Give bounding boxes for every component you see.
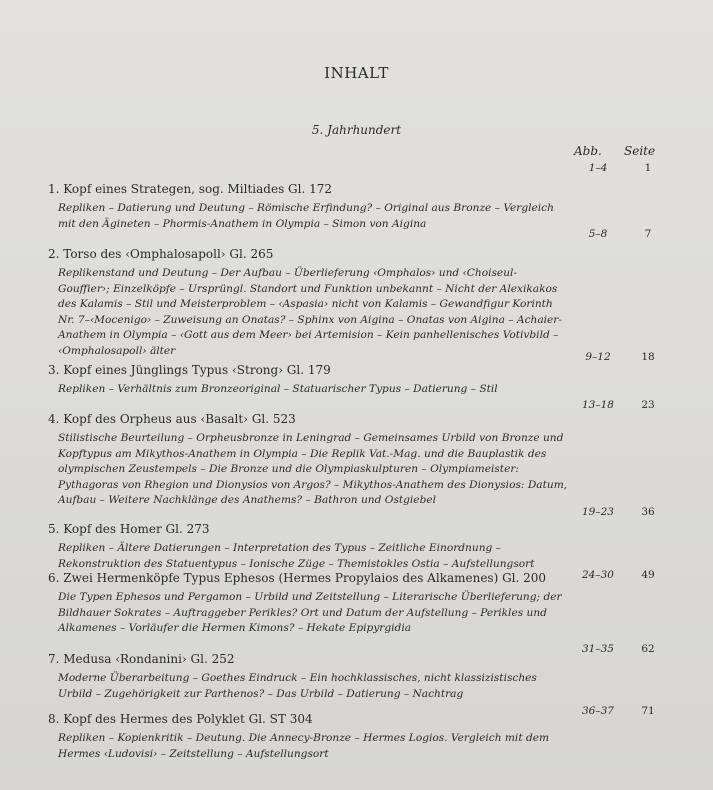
column-header-abb: Abb.	[574, 144, 602, 158]
entry-title: 7. Medusa ‹Rondanini› Gl. 252	[48, 652, 235, 666]
entry-description: Replikenstand und Deutung – Der Aufbau – Überlieferung ‹Omphalos› und ‹Choiseul-Gouffier›; Einzelköpfe – Ursprüngl. Standort und Funktion unbekannt – Nicht der Alexikakos des Kalamis – Stil und Meisterproblem – ‹Aspasia› nicht von Kalamis – Gewandfigur Korinth Nr. 7–‹Mocenigo› – Zuweisung an Onatas? – Sphinx von Aigina – Onatas von Aigina – Achaier-Anathem in Olympia – ‹Gott aus dem Meer› bei Artemision – Kein panhellenisches Votivbild – ‹Omphalosapoll› älter	[58, 267, 562, 357]
entry-description: Stilistische Beurteilung – Orpheusbronze in Leningrad – Gemeinsames Urbild von Bronze und Kopftypus am Mikythos-Anathem in Olympia – Die Replik Vat.-Mag. und die Bauplastik des olympischen Zeustempels – Die Bronze und die Olympiaskulpturen – Olympiameister: Pythagoras von Rhegion und Dionysios von Argos? – Mikythos-Anathem des Dionysios: Datum, Aufbau – Weitere Nachklänge des Anathems? – Bathron und Ostgiebel	[58, 432, 568, 506]
toc-entry	[48, 570, 568, 637]
entry-title: 4. Kopf des Orpheus aus ‹Basalt› Gl. 523	[48, 412, 296, 426]
entry-page: 18	[641, 351, 655, 363]
entry-abb: 13–18	[582, 399, 614, 411]
entry-description: Repliken – Kopienkritik – Deutung. Die Annecy-Bronze – Hermes Logios. Vergleich mit dem Hermes ‹Ludovisi› – Zeitstellung – Aufstellungsort	[58, 732, 550, 760]
entry-title: 2. Torso des ‹Omphalosapoll› Gl. 265	[48, 247, 274, 261]
entry-description: Moderne Überarbeitung – Goethes Eindruck – Ein hochklassisches, nicht klassizistisches Urbild – Zugehörigkeit zur Parthenos? – Das Urbild – Datierung – Nachtrag	[58, 672, 537, 700]
entry-title: 5. Kopf des Homer Gl. 273	[48, 522, 210, 536]
page-heading: INHALT	[324, 64, 389, 82]
entry-abb: 31–35	[582, 643, 614, 655]
entry-page: 49	[641, 569, 655, 581]
entry-description: Die Typen Ephesos und Pergamon – Urbild und Zeitstellung – Literarische Überlieferung; der Bildhauer Sokrates – Auftraggeber Perikles? Ort und Datum der Aufstellung – Perikles und Alkamenes – Vorläufer die Hermen Kimons? – Hekate Epipyrgidia	[58, 591, 562, 634]
toc-entry	[48, 711, 568, 762]
toc-entry	[48, 651, 568, 702]
entry-abb: 1–4	[588, 162, 608, 174]
entry-title: 8. Kopf des Hermes des Polyklet Gl. ST 304	[48, 712, 313, 726]
toc-entry	[48, 181, 568, 232]
entry-description: Repliken – Ältere Datierungen – Interpretation des Typus – Zeitliche Einordnung – Rekonstruktion des Statuentypus – Ionische Züge – Themistokles Ostia – Aufstellungsort	[58, 542, 535, 570]
toc-entry	[48, 362, 568, 398]
toc-entry	[48, 521, 568, 572]
entry-page: 7	[644, 228, 652, 240]
entry-page: 1	[644, 162, 652, 174]
entry-title: 1. Kopf eines Strategen, sog. Miltiades Gl. 172	[48, 182, 332, 196]
toc-entry	[48, 411, 568, 509]
entry-page: 36	[641, 506, 655, 518]
entry-page: 62	[641, 643, 655, 655]
entry-title: 3. Kopf eines Jünglings Typus ‹Strong› Gl. 179	[48, 363, 331, 377]
entry-abb: 24–30	[582, 569, 614, 581]
entry-page: 23	[641, 399, 655, 411]
toc-entry	[48, 246, 568, 359]
entry-abb: 36–37	[582, 705, 614, 717]
column-header-seite: Seite	[624, 144, 656, 158]
entry-description: Repliken – Verhältnis zum Bronzeoriginal – Statuarischer Typus – Datierung – Stil	[58, 383, 498, 395]
entry-description: Repliken – Datierung und Deutung – Römische Erfindung? – Original aus Bronze – Vergleich mit den Ägineten – Phormis-Anathem in Olympia – Simon von Aigina	[58, 202, 554, 230]
section-heading: 5. Jahrhundert	[311, 123, 402, 137]
entry-title: 6. Zwei Hermenköpfe Typus Ephesos (Hermes Propylaios des Alkamenes) Gl. 200	[48, 571, 547, 585]
entry-page: 71	[641, 705, 655, 717]
entry-abb: 19–23	[582, 506, 614, 518]
entry-abb: 5–8	[588, 228, 608, 240]
entry-abb: 9–12	[585, 351, 611, 363]
